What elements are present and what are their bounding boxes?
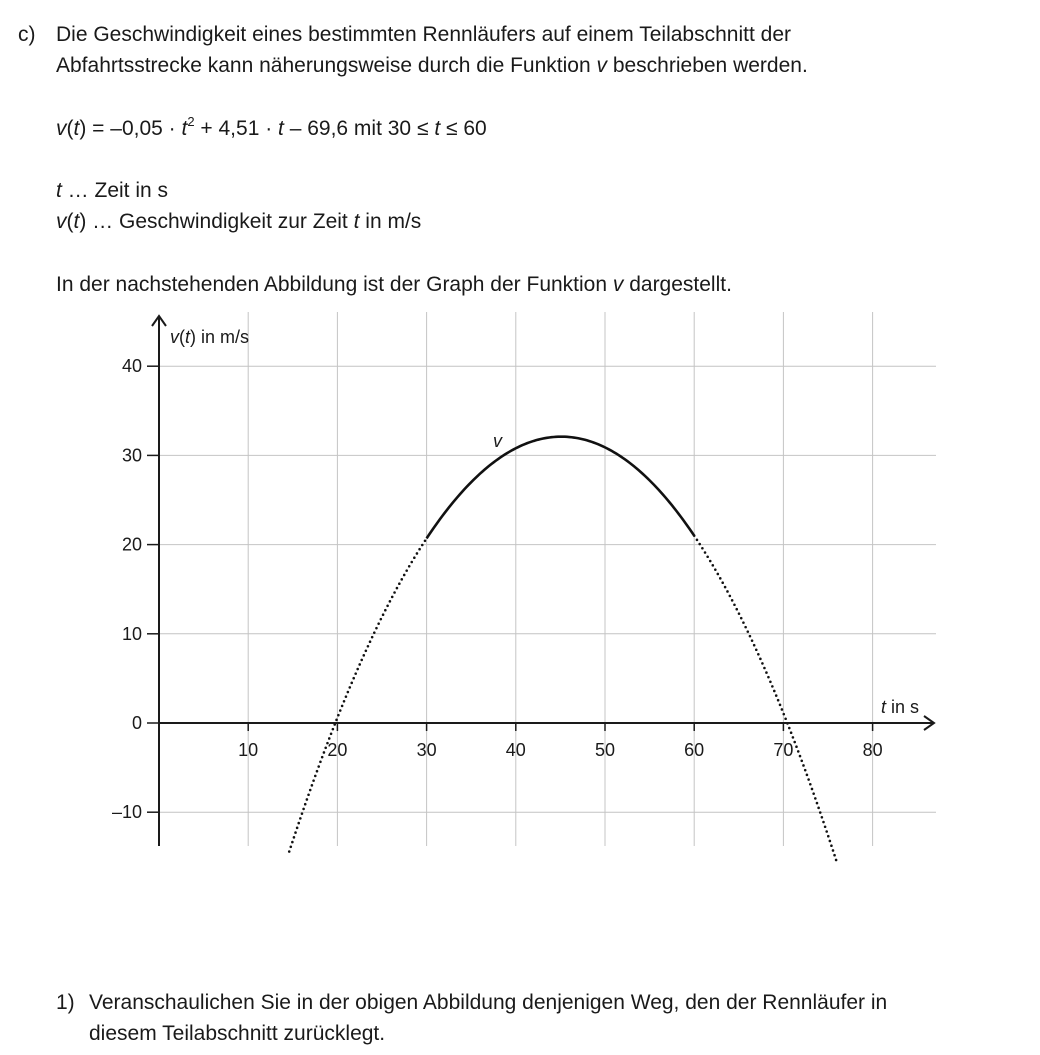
- question-line-1: Veranschaulichen Sie in der obigen Abbildung denjenigen Weg, den der Rennläufer in: [89, 991, 888, 1014]
- x-tick-label: 10: [238, 740, 259, 760]
- question-line-2: diesem Teilabschnitt zurücklegt.: [89, 1022, 386, 1045]
- x-tick-label: 50: [594, 740, 616, 760]
- y-ticks: [112, 356, 159, 822]
- grid-horizontal-lines: [159, 366, 936, 812]
- y-tick-label: 30: [121, 445, 142, 466]
- x-ticks: [238, 723, 882, 760]
- figure-caption: In der nachstehenden Abbildung ist der Graph der Funktion v dargestellt.: [56, 273, 732, 296]
- x-tick-label: 40: [505, 740, 526, 760]
- x-axis-label: t in s: [881, 697, 920, 717]
- x-tick-label: 20: [327, 740, 348, 760]
- function-formula: $v(t) = -0,05 \cdot t^2 + 4,51 \cdot t - 69,6$ mit 30 ≤ t ≤ 60: [56, 114, 487, 140]
- y-axis-label: v(t) in m/s: [170, 327, 250, 347]
- intro-line-1: Die Geschwindigkeit eines bestimmten Rennläufers auf einem Teilabschnitt der: [56, 23, 791, 46]
- question-number: 1): [56, 991, 75, 1014]
- x-tick-label: 30: [416, 740, 437, 760]
- definition-v: v(t) … Geschwindigkeit zur Zeit t in m/s: [56, 210, 422, 233]
- x-tick-label: 60: [684, 740, 705, 760]
- definition-t: t … Zeit in s: [56, 179, 169, 202]
- curve-v-solid: [427, 437, 695, 539]
- grid-vertical-lines: [248, 312, 872, 846]
- curve-v-dotted-left: [289, 538, 426, 851]
- y-tick-label: 40: [121, 356, 142, 377]
- y-tick-label: 0: [131, 713, 142, 733]
- part-label: c): [18, 23, 36, 46]
- y-tick-label: 10: [121, 623, 142, 644]
- curve-label-v: v: [493, 431, 502, 451]
- x-tick-label: 80: [862, 740, 883, 760]
- y-tick-label: 20: [121, 534, 142, 555]
- x-tick-label: 70: [773, 740, 794, 760]
- curve-v-dotted-right: [694, 536, 837, 863]
- y-tick-label: –10: [111, 802, 142, 823]
- intro-line-2: Abfahrtsstrecke kann näherungsweise durch die Funktion v beschrieben werden.: [56, 54, 808, 77]
